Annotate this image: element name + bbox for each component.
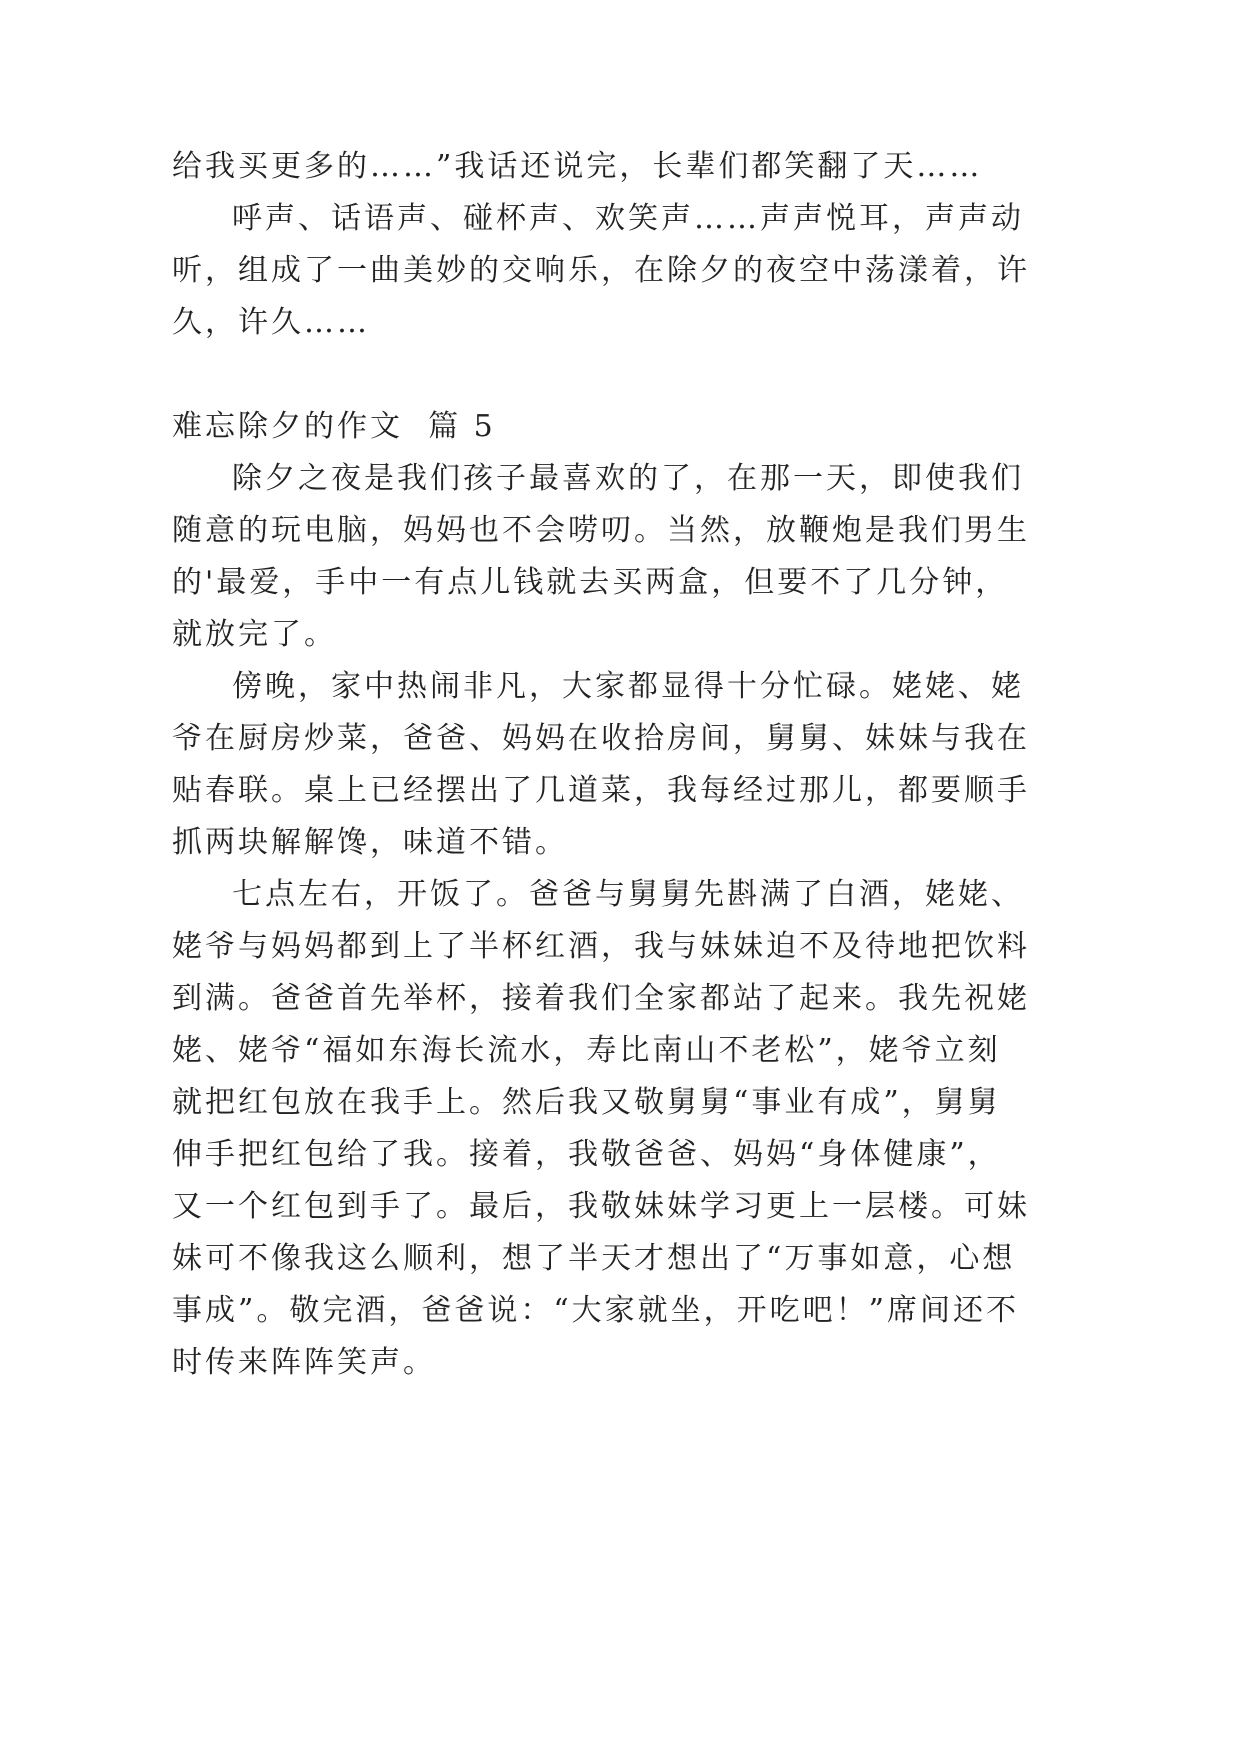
text-line: 姥爷与妈妈都到上了半杯红酒，我与妹妹迫不及待地把饮料 (172, 929, 1030, 964)
text-line: 抓两块解解馋，味道不错。 (172, 825, 568, 860)
text-line: 又一个红包到手了。最后，我敬妹妹学习更上一层楼。可妹 (172, 1189, 1030, 1224)
text-line: 呼声、话语声、碰杯声、欢笑声……声声悦耳，声声动 (232, 201, 1024, 236)
text-line: 就把红包放在我手上。然后我又敬舅舅“事业有成”，舅舅 (172, 1085, 1001, 1120)
text-line: 伸手把红包给了我。接着，我敬爸爸、妈妈“身体健康”， (172, 1137, 1001, 1172)
text-line: 到满。爸爸首先举杯，接着我们全家都站了起来。我先祝姥 (172, 981, 1030, 1016)
text-line: 贴春联。桌上已经摆出了几道菜，我每经过那儿，都要顺手 (172, 773, 1030, 808)
text-line: 爷在厨房炒菜，爸爸、妈妈在收拾房间，舅舅、妹妹与我在 (172, 721, 1030, 756)
text-line: 久，许久…… (172, 305, 370, 340)
section-title: 难忘除夕的作文 篇 5 (172, 409, 496, 444)
text-line: 给我买更多的……”我话还说完，长辈们都笑翻了天…… (172, 149, 983, 184)
text-line: 随意的玩电脑，妈妈也不会唠叨。当然，放鞭炮是我们男生 (172, 513, 1030, 548)
text-line: 妹可不像我这么顺利，想了半天才想出了“万事如意，心想 (172, 1241, 1016, 1276)
text-line: 傍晚，家中热闹非凡，大家都显得十分忙碌。姥姥、姥 (232, 669, 1024, 704)
text-line: 七点左右，开饭了。爸爸与舅舅先斟满了白酒，姥姥、 (232, 877, 1024, 912)
text-line: 的'最爱，手中一有点儿钱就去买两盒，但要不了几分钟， (172, 565, 1009, 600)
text-line: 事成”。敬完酒，爸爸说：“大家就坐，开吃吧！”席间还不 (172, 1293, 1020, 1328)
text-line: 除夕之夜是我们孩子最喜欢的了，在那一天，即使我们 (232, 461, 1024, 496)
text-line: 就放完了。 (172, 617, 337, 652)
text-line: 时传来阵阵笑声。 (172, 1345, 436, 1380)
text-line: 听，组成了一曲美妙的交响乐，在除夕的夜空中荡漾着，许 (172, 253, 1030, 288)
text-line: 姥、姥爷“福如东海长流水，寿比南山不老松”，姥爷立刻 (172, 1033, 1001, 1068)
